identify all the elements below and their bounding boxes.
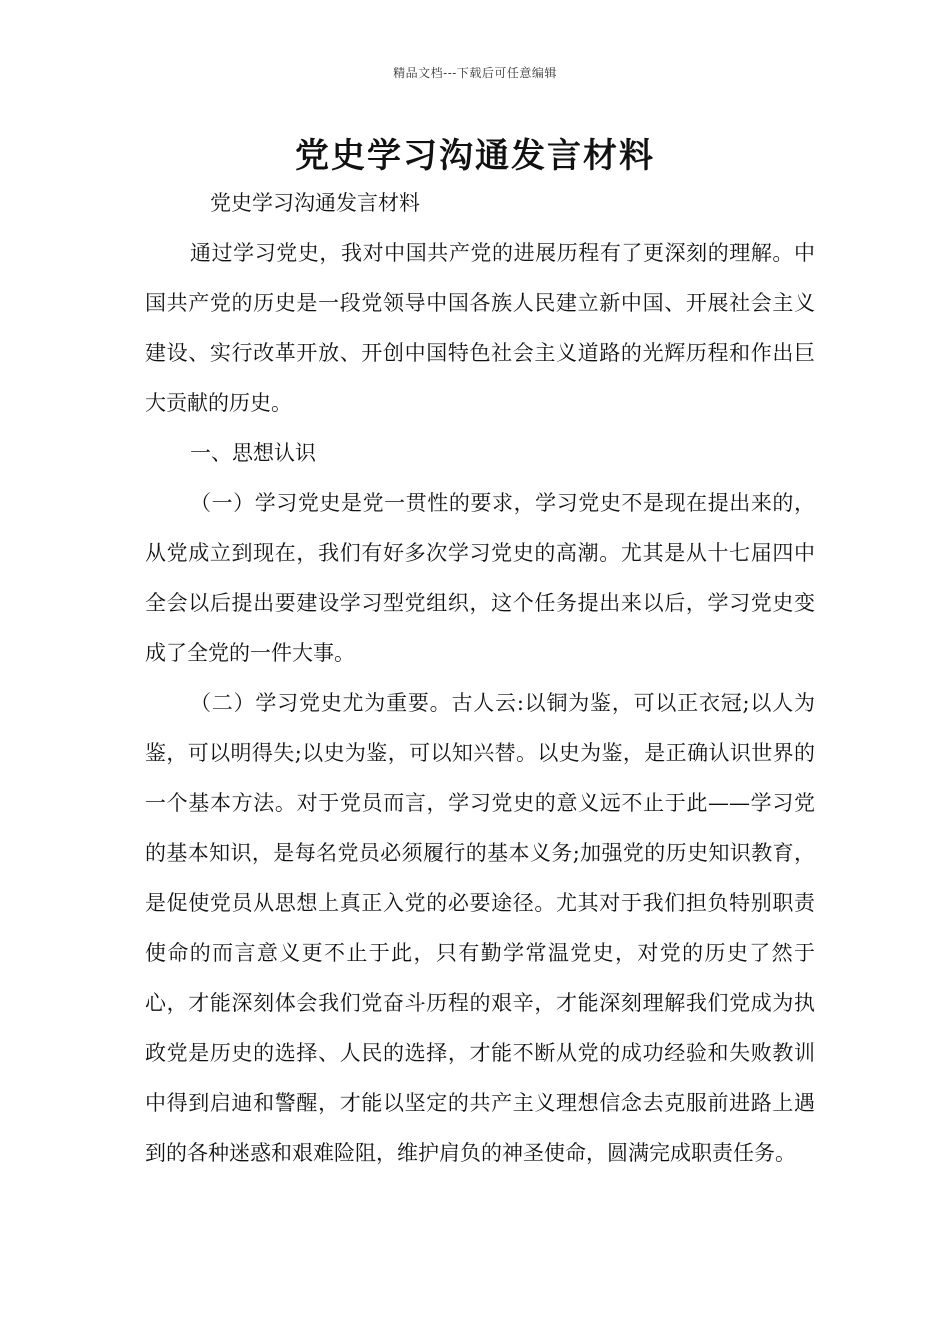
document-body xyxy=(145,228,815,1178)
paragraph-point-two: （二）学习党史尤为重要。古人云:以铜为鉴，可以正衣冠;以人为鉴，可以明得失;以史为鉴，可以知兴替。以史为鉴，是正确认识世界的一个基本方法。对于党员而言，学习党史的意义远不止于此——学习党的基本知识，是每名党员必须履行的基本义务;加强党的历史知识教育，是促使党员从思想上真正入党的必要途径。尤其对于我们担负特别职责使命的而言意义更不止于此，只有勤学常温党史，对党的历史了然于心，才能深刻体会我们党奋斗历程的艰辛，才能深刻理解我们党成为执政党是历史的选择、人民的选择，才能不断从党的成功经验和失败教训中得到启迪和警醒，才能以坚定的共产主义理想信念去克服前进路上遇到的各种迷惑和艰难险阻，维护肩负的神圣使命，圆满完成职责任务。 xyxy=(145,691,815,1165)
document-title: 党史学习沟通发言材料 xyxy=(295,136,655,176)
paragraph-point-one: （一）学习党史是党一贯性的要求，学习党史不是现在提出来的，从党成立到现在，我们有好多次学习党史的高潮。尤其是从十七届四中全会以后提出要建设学习型党组织，这个任务提出来以后，学习党史变成了全党的一件大事。 xyxy=(145,491,815,665)
paragraph-intro: 通过学习党史，我对中国共产党的进展历程有了更深刻的理解。中国共产党的历史是一段党领导中国各族人民建立新中国、开展社会主义建设、实行改革开放、开创中国特色社会主义道路的光辉历程和作出巨大贡献的历史。 xyxy=(145,241,815,415)
header-note: 精品文档---下载后可任意编辑 xyxy=(393,66,557,80)
document-subtitle: 党史学习沟通发言材料 xyxy=(210,191,420,215)
section-heading-thinking: 一、思想认识 xyxy=(190,441,316,465)
